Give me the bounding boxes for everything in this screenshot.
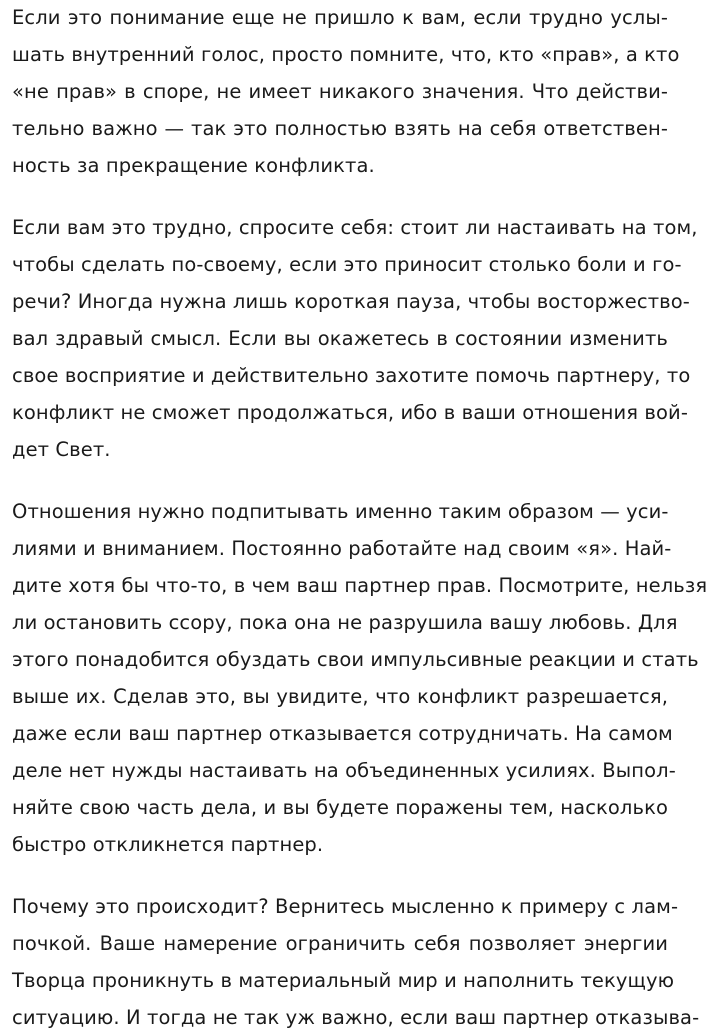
text-line: речи? Иногда нужна лишь короткая пауза, чтобы восторжество- bbox=[12, 290, 690, 313]
text-line: лиями и вниманием. Постоянно работайте над своим «я». Най- bbox=[12, 537, 672, 560]
text-line: выше их. Сделав это, вы увидите, что конфликт разрешается, bbox=[12, 685, 668, 708]
text-line: шать внутренний голос, просто помните, что, кто «прав», а кто bbox=[12, 43, 680, 66]
text-line: ситуацию. И тогда не так уж важно, если ваш партнер отказыва- bbox=[12, 1006, 700, 1029]
text-line: почкой. Ваше намерение ограничить себя позволяет энергии bbox=[12, 932, 668, 955]
text-line: Если вам это трудно, спросите себя: стоит ли настаивать на том, bbox=[12, 216, 698, 239]
text-line: Если это понимание еще не пришло к вам, если трудно услы- bbox=[12, 6, 668, 29]
text-line: чтобы сделать по-своему, если это приносит столько боли и го- bbox=[12, 253, 682, 276]
text-line: Почему это происходит? Вернитесь мысленно к примеру с лам- bbox=[12, 895, 679, 918]
text-line: свое восприятие и действительно захотите помочь партнеру, то bbox=[12, 364, 691, 387]
text-line: ность за прекращение конфликта. bbox=[12, 154, 375, 177]
text-line: дите хотя бы что-то, в чем ваш партнер прав. Посмотрите, нельзя bbox=[12, 574, 707, 597]
text-line: дет Свет. bbox=[12, 438, 111, 461]
text-line: быстро откликнется партнер. bbox=[12, 833, 324, 856]
text-line: даже если ваш партнер отказывается сотрудничать. На самом bbox=[12, 722, 673, 745]
text-line: ли остановить ссору, пока она не разрушила вашу любовь. Для bbox=[12, 611, 678, 634]
text-line: деле нет нужды настаивать на объединенных усилиях. Выпол- bbox=[12, 759, 676, 782]
text-line: няйте свою часть дела, и вы будете поражены тем, насколько bbox=[12, 796, 668, 819]
document-page bbox=[12, 0, 707, 1029]
text-line: «не прав» в споре, не имеет никакого значения. Что действи- bbox=[12, 80, 668, 103]
text-line: этого понадобится обуздать свои импульсивные реакции и стать bbox=[12, 648, 699, 671]
text-line: Отношения нужно подпитывать именно таким образом — уси- bbox=[12, 500, 669, 523]
text-line: Творца проникнуть в материальный мир и наполнить текущую bbox=[12, 969, 675, 992]
text-line: вал здравый смысл. Если вы окажетесь в состоянии изменить bbox=[12, 327, 668, 350]
text-line: тельно важно — так это полностью взять на себя ответствен- bbox=[12, 117, 668, 140]
text-line: конфликт не сможет продолжаться, ибо в ваши отношения вой- bbox=[12, 401, 688, 424]
